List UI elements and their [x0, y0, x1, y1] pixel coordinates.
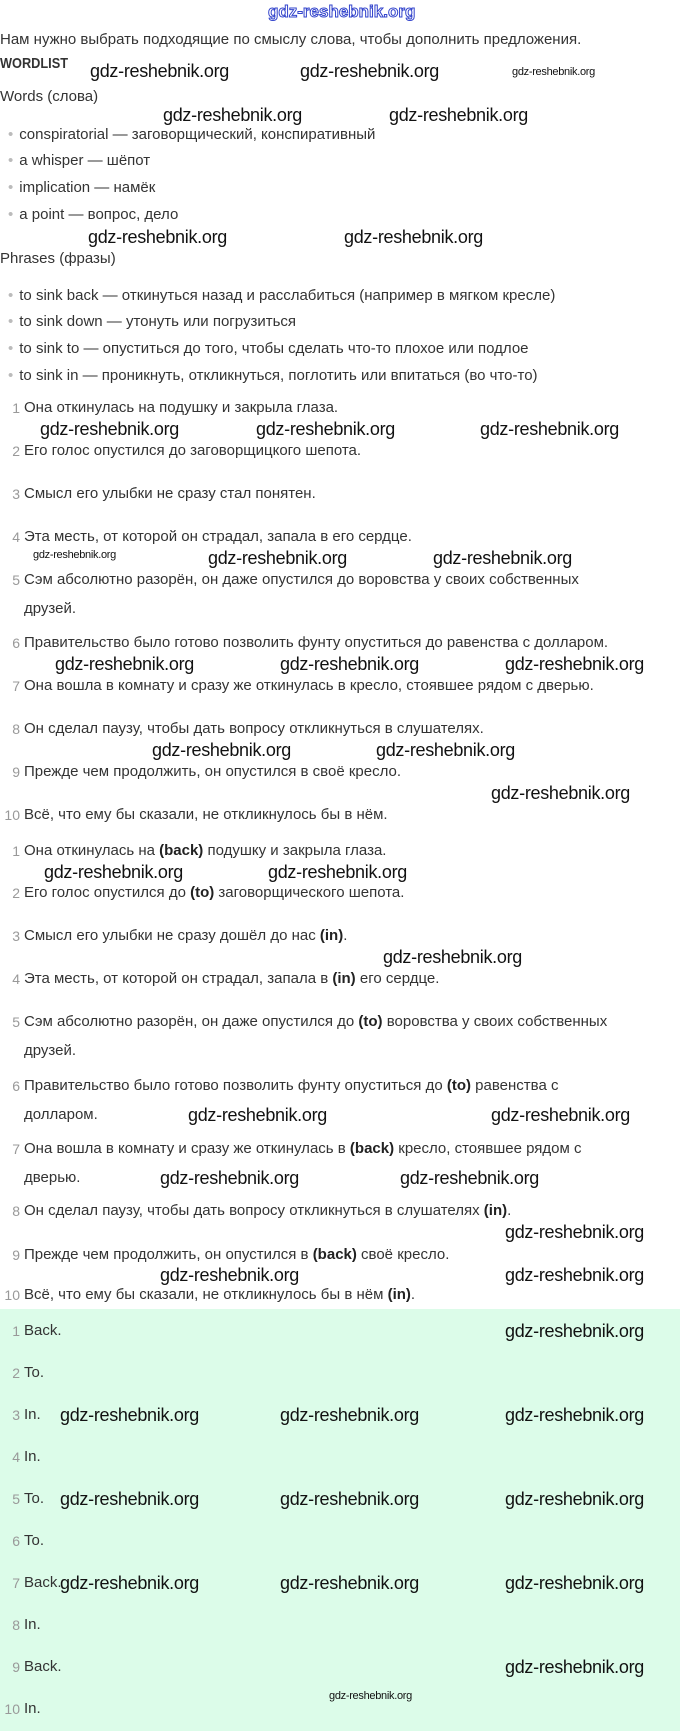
annotated-line: [24, 1013, 607, 1031]
translation-line: Его голос опустился до заговорщицкого шепота.: [24, 442, 362, 459]
item-number: 5: [12, 572, 20, 588]
sentence-text: Она вошла в комнату и сразу же откинулась в: [24, 1140, 350, 1157]
answer-number: 2: [12, 1365, 20, 1381]
watermark-text: gdz-reshebnik.org: [491, 783, 630, 803]
sentence-text: своё кресло.: [356, 1246, 450, 1263]
particle-answer: (to): [358, 1013, 383, 1030]
phrases-heading: Phrases (фразы): [0, 250, 116, 267]
particle-answer: (in): [332, 970, 356, 987]
translation-line: Правительство было готово позволить фунту опуститься до равенства с долларом.: [24, 634, 609, 651]
item-number: 2: [12, 443, 20, 459]
annotated-line: [24, 970, 439, 988]
phrase-item: [8, 340, 529, 358]
watermark-text: gdz-reshebnik.org: [400, 1168, 539, 1188]
particle-answer: (in): [483, 1202, 508, 1219]
word-item: [8, 179, 155, 197]
watermark-text: gdz-reshebnik.org: [280, 654, 419, 674]
answer-text: In.: [24, 1448, 41, 1465]
sentence-text: Смысл его улыбки не сразу дошёл до нас: [24, 927, 320, 944]
watermark-text: gdz-reshebnik.org: [160, 1168, 299, 1188]
answer-text: In.: [24, 1700, 41, 1717]
item-number: 3: [12, 486, 20, 502]
sentence-text: Прежде чем продолжить, он опустился в: [24, 1246, 313, 1263]
sentence-text: его сердце.: [355, 970, 440, 987]
annotated-line: [24, 1077, 558, 1095]
answer-text: To.: [24, 1532, 45, 1549]
annotated-line: [24, 1140, 582, 1158]
watermark-text: gdz-reshebnik.org: [152, 740, 291, 760]
watermark-text: gdz-reshebnik.org: [505, 1222, 644, 1242]
answer-number: 7: [12, 1575, 20, 1591]
annotated-line: [24, 1169, 80, 1187]
answer-text: Back.: [24, 1574, 62, 1591]
phrase-text: to sink in — проникнуть, откликнуться, поглотить или впитаться (во что-то): [19, 367, 538, 384]
watermark-text: gdz-reshebnik.org: [280, 1405, 419, 1425]
sentence-text: Сэм абсолютно разорён, он даже опустился до: [24, 1013, 359, 1030]
watermark-text: gdz-reshebnik.org: [268, 862, 407, 882]
word-text: implication — намёк: [19, 179, 156, 196]
translation-line: Сэм абсолютно разорён, он даже опустился до воровства у своих собственных: [24, 571, 579, 588]
sentence-text: друзей.: [24, 1042, 77, 1059]
answer-number: 8: [12, 1617, 20, 1633]
sentence-text: Она откинулась на: [24, 842, 160, 859]
translation-line: Эта месть, от которой он страдал, запала в его сердце.: [24, 528, 412, 545]
watermark-text: gdz-reshebnik.org: [160, 1265, 299, 1285]
word-text: a point — вопрос, дело: [19, 206, 179, 223]
watermark-text: gdz-reshebnik.org: [505, 1405, 644, 1425]
sentence-text: заговорщического шепота.: [214, 884, 405, 901]
answer-number: 10: [4, 1701, 20, 1717]
watermark-text: gdz-reshebnik.org: [433, 548, 572, 568]
watermark-text: gdz-reshebnik.org: [60, 1405, 199, 1425]
particle-answer: (to): [446, 1077, 471, 1094]
translation-line: Прежде чем продолжить, он опустился в своё кресло.: [24, 763, 402, 780]
watermark-text: gdz-reshebnik.org: [505, 1573, 644, 1593]
watermark-text: gdz-reshebnik.org: [300, 61, 439, 81]
watermark-text: gdz-reshebnik.org: [344, 227, 483, 247]
watermark-text: gdz-reshebnik.org: [33, 549, 116, 561]
sentence-text: воровства у своих собственных: [382, 1013, 608, 1030]
phrase-text: to sink back — откинуться назад и расслабиться (например в мягком кресле): [19, 287, 556, 304]
sentence-text: Правительство было готово позволить фунту опуститься до: [24, 1077, 447, 1094]
bullet-icon: •: [8, 313, 14, 330]
translation-line: Она откинулась на подушку и закрыла глаза.: [24, 399, 339, 416]
particle-answer: (back): [312, 1246, 357, 1263]
annotated-line: [24, 842, 386, 860]
answer-number: 1: [12, 1323, 20, 1339]
watermark-text: gdz-reshebnik.org: [208, 548, 347, 568]
item-number: 10: [4, 1287, 20, 1303]
translation-line: Она вошла в комнату и сразу же откинулась в кресло, стоявшее рядом с дверью.: [24, 677, 594, 694]
watermark-text: gdz-reshebnik.org: [512, 66, 595, 78]
wordlist-heading: WORDLIST: [0, 55, 68, 72]
particle-answer: (back): [159, 842, 204, 859]
particle-answer: (back): [349, 1140, 395, 1157]
watermark-text: gdz-reshebnik.org: [505, 1321, 644, 1341]
item-number: 7: [12, 678, 20, 694]
particle-answer: (in): [319, 927, 344, 944]
watermark-text: gdz-reshebnik.org: [376, 740, 515, 760]
item-number: 6: [12, 635, 20, 651]
bullet-icon: •: [8, 152, 14, 169]
translation-line: Он сделал паузу, чтобы дать вопросу откликнуться в слушателях.: [24, 720, 484, 737]
watermark-text: gdz-reshebnik.org: [40, 419, 179, 439]
watermark-text: gdz-reshebnik.org: [90, 61, 229, 81]
item-number: 7: [12, 1141, 20, 1157]
annotated-line: [24, 1042, 76, 1060]
sentence-text: Всё, что ему бы сказали, не откликнулось бы в нём: [24, 1286, 388, 1303]
item-number: 8: [12, 721, 20, 737]
watermark-text: gdz-reshebnik.org: [505, 654, 644, 674]
item-number: 8: [12, 1203, 20, 1219]
answer-number: 9: [12, 1659, 20, 1675]
particle-answer: (to): [190, 884, 215, 901]
answer-text: In.: [24, 1406, 41, 1423]
answer-text: Back.: [24, 1322, 62, 1339]
word-item: [8, 206, 178, 224]
sentence-text: подушку и закрыла глаза.: [203, 842, 387, 859]
watermark-text: gdz-reshebnik.org: [383, 947, 522, 967]
phrase-text: to sink to — опуститься до того, чтобы сделать что-то плохое или подлое: [19, 340, 529, 357]
phrase-item: [8, 313, 296, 331]
phrase-item: [8, 367, 538, 385]
bullet-icon: •: [8, 206, 14, 223]
sentence-text: .: [343, 927, 348, 944]
bullet-icon: •: [8, 287, 14, 304]
translation-line: друзей.: [24, 600, 77, 617]
watermark-text: gdz-reshebnik.org: [55, 654, 194, 674]
item-number: 1: [12, 843, 20, 859]
watermark-text: gdz-reshebnik.org: [188, 1105, 327, 1125]
item-number: 1: [12, 400, 20, 416]
item-number: 4: [12, 529, 20, 545]
sentence-text: .: [410, 1286, 416, 1303]
watermark-text: gdz-reshebnik.org: [389, 105, 528, 125]
translation-line: Смысл его улыбки не сразу стал понятен.: [24, 485, 316, 502]
item-number: 10: [4, 807, 20, 823]
item-number: 3: [12, 928, 20, 944]
item-number: 4: [12, 971, 20, 987]
item-number: 9: [12, 1247, 20, 1263]
watermark-text: gdz-reshebnik.org: [505, 1489, 644, 1509]
watermark-text: gdz-reshebnik.org: [60, 1489, 199, 1509]
bullet-icon: •: [8, 179, 14, 196]
bullet-icon: •: [8, 367, 14, 384]
watermark-text: gdz-reshebnik.org: [329, 1690, 412, 1702]
answer-number: 3: [12, 1407, 20, 1423]
answer-text: Back.: [24, 1658, 62, 1675]
word-text: conspiratorial — заговорщический, конспиративный: [19, 126, 376, 143]
word-item: [8, 152, 150, 170]
item-number: 9: [12, 764, 20, 780]
watermark-text: gdz-reshebnik.org: [256, 419, 395, 439]
site-title-watermark: gdz-reshebnik.org: [268, 2, 416, 21]
sentence-text: кресло, стоявшее рядом с: [394, 1140, 582, 1157]
watermark-text: gdz-reshebnik.org: [280, 1573, 419, 1593]
watermark-text: gdz-reshebnik.org: [480, 419, 619, 439]
sentence-text: Его голос опустился до: [24, 884, 191, 901]
bullet-icon: •: [8, 340, 14, 357]
answer-number: 4: [12, 1449, 20, 1465]
watermark-text: gdz-reshebnik.org: [44, 862, 183, 882]
answer-number: 6: [12, 1533, 20, 1549]
intro-text: Нам нужно выбрать подходящие по смыслу слова, чтобы дополнить предложения.: [0, 31, 582, 48]
annotated-line: [24, 1106, 98, 1124]
answer-text: To.: [24, 1364, 45, 1381]
words-heading: Words (слова): [0, 88, 99, 105]
annotated-line: [24, 884, 404, 902]
sentence-text: долларом.: [24, 1106, 98, 1123]
sentence-text: Эта месть, от которой он страдал, запала в: [24, 970, 333, 987]
item-number: 5: [12, 1014, 20, 1030]
annotated-line: [24, 1202, 511, 1220]
answer-number: 5: [12, 1491, 20, 1507]
annotated-line: [24, 1246, 449, 1264]
sentence-text: равенства с: [471, 1077, 559, 1094]
annotated-line: [24, 1286, 415, 1304]
answer-text: In.: [24, 1616, 41, 1633]
phrase-text: to sink down — утонуть или погрузиться: [19, 313, 297, 330]
bullet-icon: •: [8, 126, 14, 143]
watermark-text: gdz-reshebnik.org: [163, 105, 302, 125]
watermark-text: gdz-reshebnik.org: [491, 1105, 630, 1125]
answer-text: To.: [24, 1490, 45, 1507]
watermark-text: gdz-reshebnik.org: [60, 1573, 199, 1593]
sentence-text: Он сделал паузу, чтобы дать вопросу откликнуться в слушателях: [24, 1202, 484, 1219]
watermark-text: gdz-reshebnik.org: [280, 1489, 419, 1509]
annotated-line: [24, 927, 347, 945]
phrase-item: [8, 287, 555, 305]
translation-line: Всё, что ему бы сказали, не откликнулось бы в нём.: [24, 806, 388, 823]
watermark-text: gdz-reshebnik.org: [505, 1657, 644, 1677]
word-text: a whisper — шёпот: [19, 152, 151, 169]
sentence-text: .: [507, 1202, 512, 1219]
watermark-text: gdz-reshebnik.org: [88, 227, 227, 247]
sentence-text: дверью.: [24, 1169, 81, 1186]
watermark-text: gdz-reshebnik.org: [505, 1265, 644, 1285]
particle-answer: (in): [387, 1286, 411, 1303]
item-number: 6: [12, 1078, 20, 1094]
word-item: [8, 126, 375, 144]
item-number: 2: [12, 885, 20, 901]
